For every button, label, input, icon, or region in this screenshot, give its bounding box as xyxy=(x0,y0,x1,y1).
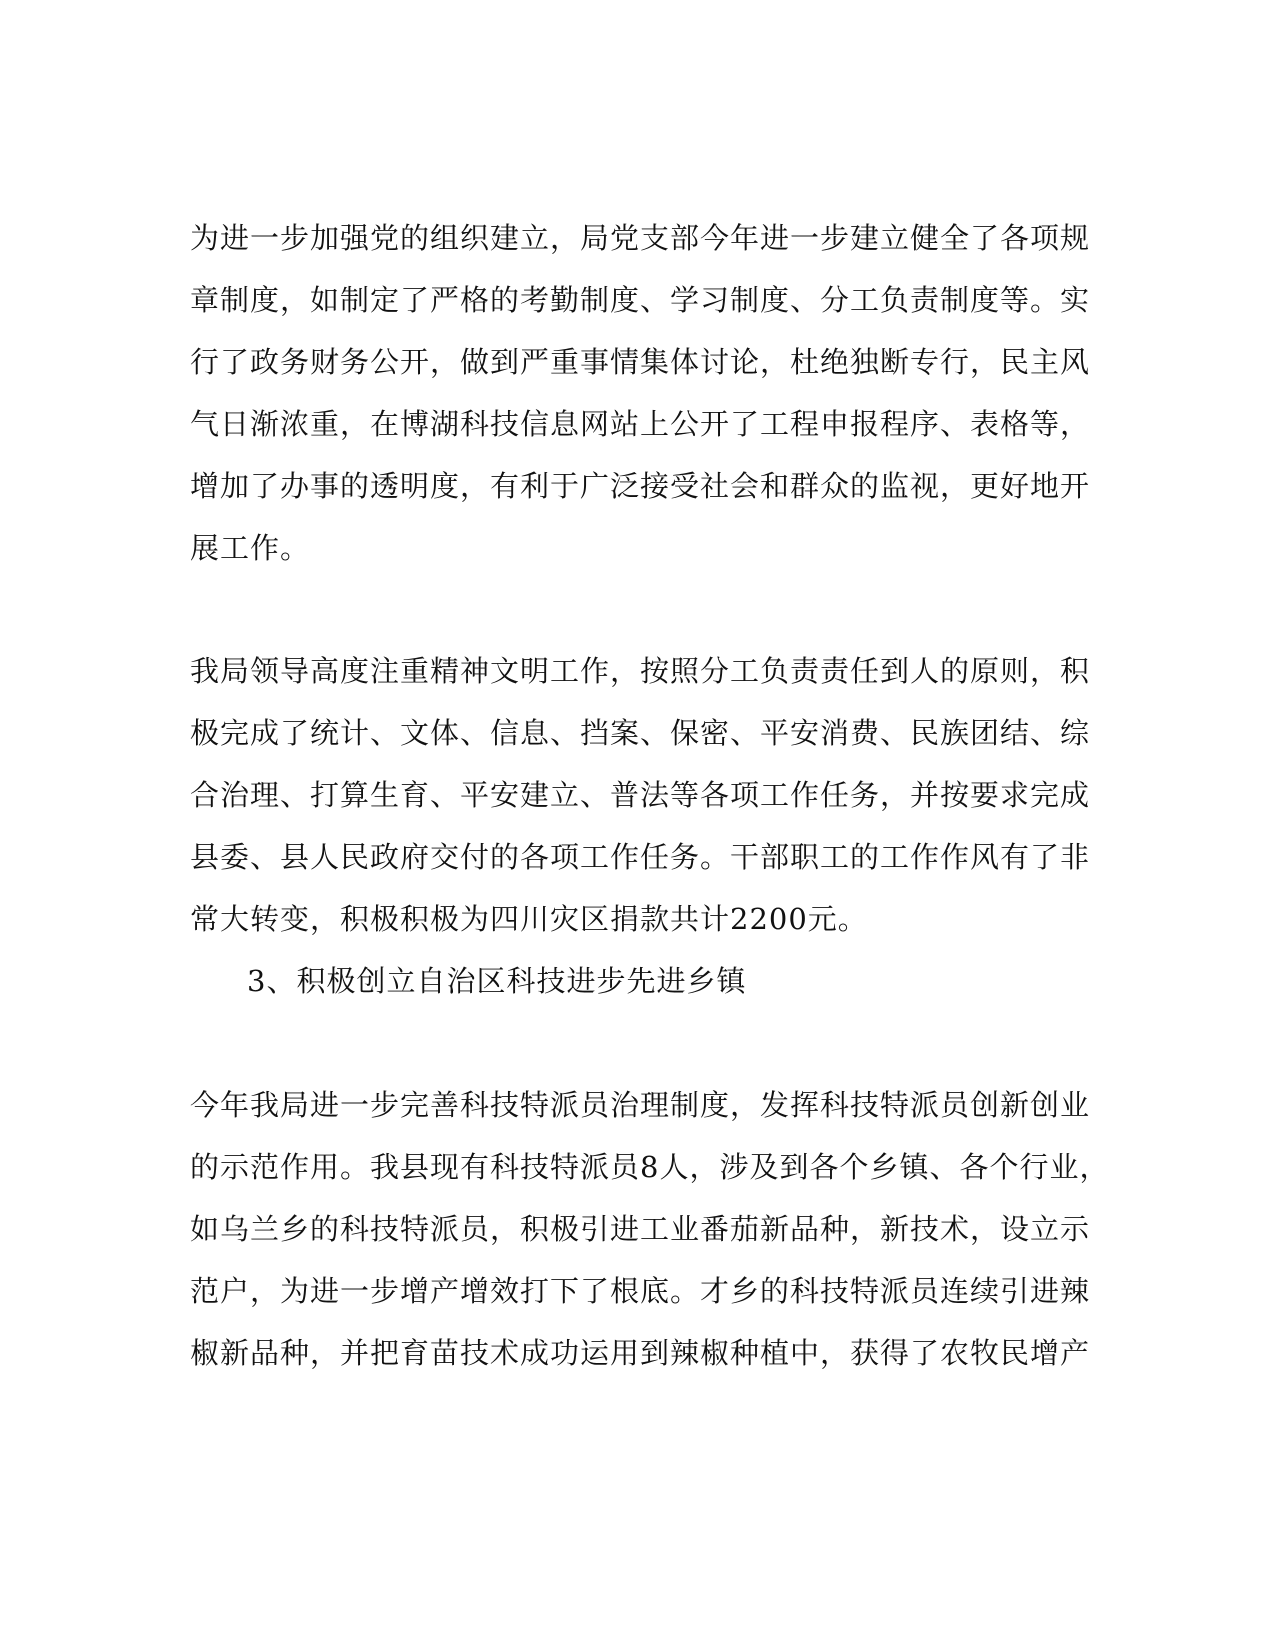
text-line: 如乌兰乡的科技特派员，积极引进工业番茄新品种，新技术，设立示 xyxy=(190,1212,1091,1246)
text-line: 展工作。 xyxy=(190,531,311,565)
text-line: 县委、县人民政府交付的各项工作任务。干部职工的工作作风有了非 xyxy=(190,840,1091,874)
text-line: 椒新品种，并把育苗技术成功运用到辣椒种植中，获得了农牧民增产 xyxy=(190,1336,1091,1370)
text-line: 气日渐浓重，在博湖科技信息网站上公开了工程申报程序、表格等， xyxy=(190,407,1091,441)
text-line: 增加了办事的透明度，有利于广泛接受社会和群众的监视，更好地开 xyxy=(190,469,1091,503)
text-line: 我局领导高度注重精神文明工作，按照分工负责责任到人的原则，积 xyxy=(190,654,1091,688)
section-heading-text: 3、积极创立自治区科技进步先进乡镇 xyxy=(247,964,747,998)
text-line: 行了政务财务公开，做到严重事情集体讨论，杜绝独断专行，民主风 xyxy=(190,345,1091,379)
text-line: 常大转变，积极积极为四川灾区捐款共计2200元。 xyxy=(190,902,868,936)
text-line: 今年我局进一步完善科技特派员治理制度，发挥科技特派员创新创业 xyxy=(190,1088,1091,1122)
text-line: 合治理、打算生育、平安建立、普法等各项工作任务，并按要求完成 xyxy=(190,778,1091,812)
text-line: 的示范作用。我县现有科技特派员8人，涉及到各个乡镇、各个行业， xyxy=(190,1150,1110,1184)
text-line: 章制度，如制定了严格的考勤制度、学习制度、分工负责制度等。实 xyxy=(190,283,1091,317)
text-line: 为进一步加强党的组织建立，局党支部今年进一步建立健全了各项规 xyxy=(190,221,1091,255)
text-line: 范户，为进一步增产增效打下了根底。才乡的科技特派员连续引进辣 xyxy=(190,1274,1091,1308)
text-line: 极完成了统计、文体、信息、挡案、保密、平安消费、民族团结、综 xyxy=(190,716,1091,750)
